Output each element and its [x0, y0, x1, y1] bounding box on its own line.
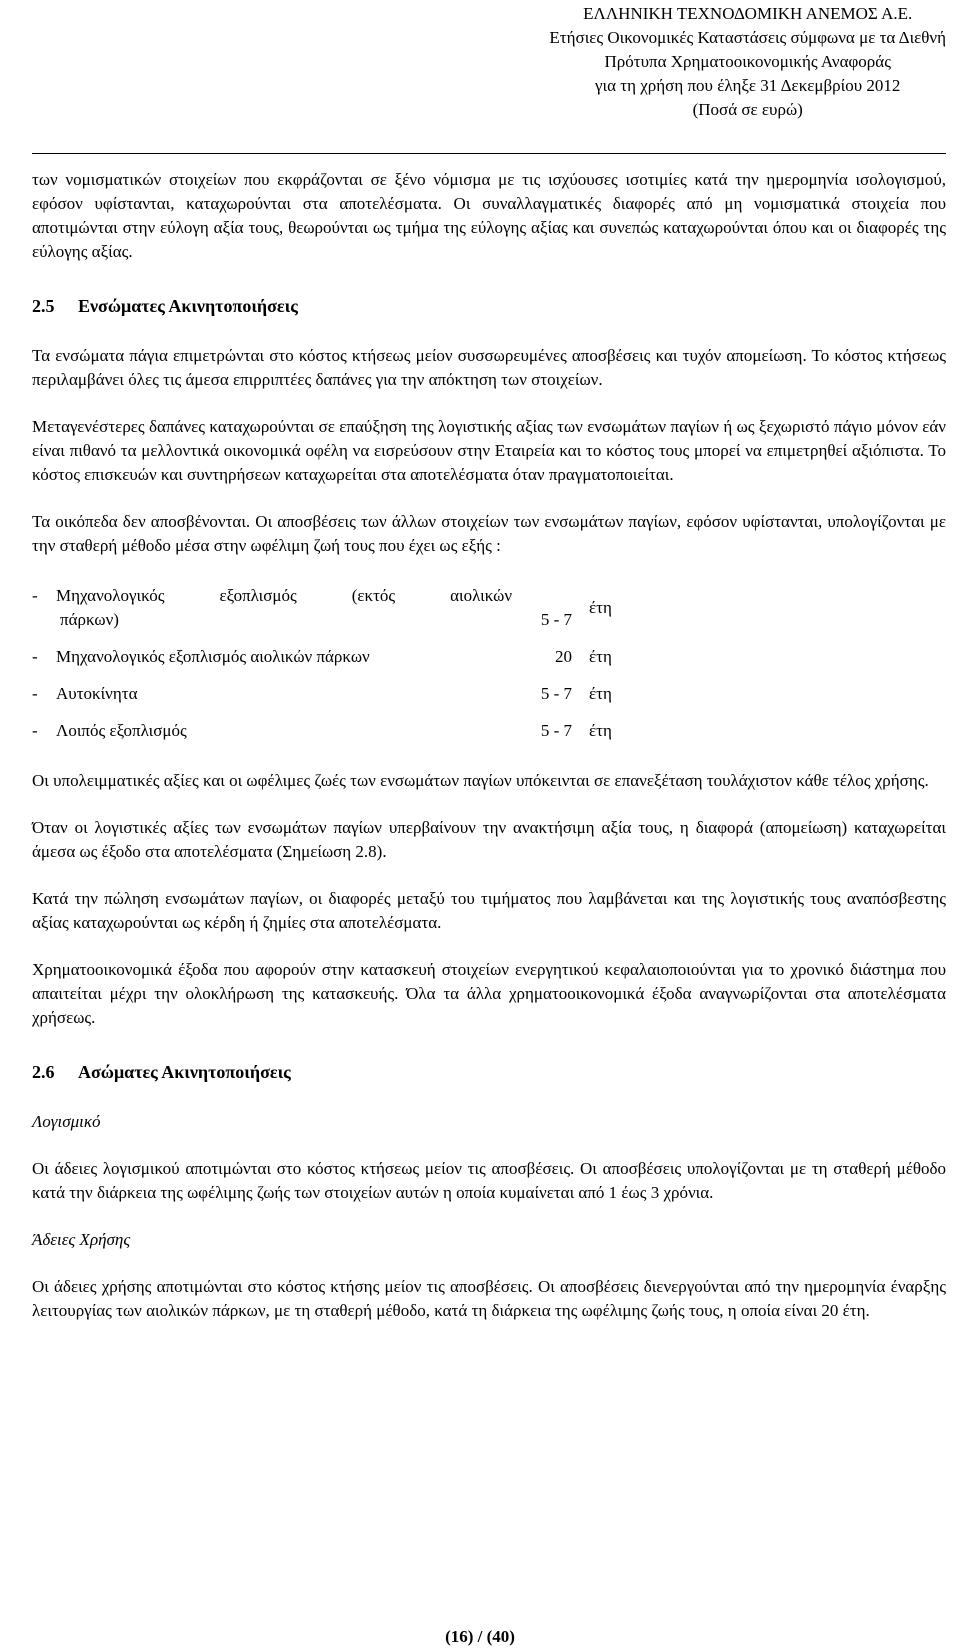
list-item: [32, 719, 946, 743]
header-currency-note: (Ποσά σε ευρώ): [692, 100, 803, 119]
paragraph-software: Οι άδειες λογισμικού αποτιμώνται στο κόστος κτήσεως μείον τις αποσβέσεις. Οι αποσβέσεις υπολογίζονται με τη σταθερή μέθοδο κατά την διάρκεια της ωφέλιμης ζωής των στοιχείων αυτών η οποία κυμαίνεται από 1 έως 3 χρόνια.: [32, 1159, 946, 1202]
page-header: [549, 2, 946, 122]
asset-category: Αυτοκίνητα: [56, 684, 138, 703]
section-title: Ασώματες Ακινητοποιήσεις: [78, 1062, 291, 1082]
subheading-software: Λογισμικό: [32, 1112, 101, 1131]
useful-life-range: 20: [555, 647, 572, 666]
asset-category: Μηχανολογικός εξοπλισμός αιολικών πάρκων: [56, 647, 370, 666]
section-heading-2-6: [32, 1060, 946, 1084]
asset-category: Λοιπός εξοπλισμός: [56, 721, 187, 740]
useful-life-unit: έτη: [589, 647, 612, 666]
paragraph-2-5-5: Όταν οι λογιστικές αξίες των ενσωμάτων παγίων υπερβαίνουν την ανακτήσιμη αξία τους, η διαφορά (απομείωση) καταχωρείται άμεσα ως έξοδο στα αποτελέσματα (Σημείωση 2.8).: [32, 818, 946, 861]
list-item: [32, 682, 946, 706]
paragraph-2-5-7: Χρηματοοικονομικά έξοδα που αφορούν στην κατασκευή στοιχείων ενεργητικού κεφαλαιοποιούνται για το χρονικό διάστημα που απαιτείται μέχρι την ολοκλήρωση της κατασκευής. Όλα τα άλλα χρηματοοικονομικά έξοδα αναγνωρίζονται στα αποτελέσματα χρήσεως.: [32, 960, 946, 1027]
asset-category: Μηχανολογικός εξοπλισμός (εκτός αιολικών πάρκων): [56, 586, 512, 629]
section-number: 2.5: [32, 296, 55, 316]
useful-life-unit: έτη: [589, 721, 612, 740]
useful-life-unit: έτη: [589, 684, 612, 703]
header-line-2: Ετήσιες Οικονομικές Καταστάσεις σύμφωνα με τα Διεθνή: [549, 28, 946, 47]
paragraph-2-5-3: Τα οικόπεδα δεν αποσβένονται. Οι αποσβέσεις των άλλων στοιχείων των ενσωμάτων παγίων, εφόσον υφίστανται, υπολογίζονται με την σταθερή μέθοδο μέσα στην ωφέλιμη ζωή τους που έχει ως εξής :: [32, 512, 946, 555]
page-body: [32, 168, 946, 1323]
list-dash: -: [32, 721, 38, 740]
list-dash: -: [32, 586, 38, 605]
header-divider: [32, 153, 946, 154]
useful-lives-list: [32, 584, 946, 743]
useful-life-unit: έτη: [589, 598, 612, 617]
section-number: 2.6: [32, 1062, 55, 1082]
subheading-licenses: Άδειες Χρήσης: [32, 1230, 131, 1249]
paragraph-licenses: Οι άδειες χρήσης αποτιμώνται στο κόστος κτήσης μείον τις αποσβέσεις. Οι αποσβέσεις διενεργούνται από την ημερομηνία έναρξης λειτουργίας των αιολικών πάρκων, με τη σταθερή μέθοδο, κατά τη διάρκεια της ωφέλιμης ζωής τους, η οποία είναι 20 έτη.: [32, 1277, 946, 1320]
company-name: ΕΛΛΗΝΙΚΗ ΤΕΧΝΟΔΟΜΙΚΗ ΑΝΕΜΟΣ Α.Ε.: [583, 4, 913, 23]
paragraph-2-5-1: Τα ενσώματα πάγια επιμετρώνται στο κόστος κτήσεως μείον συσσωρευμένες αποσβέσεις και τυχόν απομείωση. Το κόστος κτήσεως περιλαμβάνει όλες τις άμεσα επιρριπτέες δαπάνες για την απόκτηση των στοιχείων.: [32, 346, 946, 389]
list-item: [32, 584, 946, 632]
header-line-4: για τη χρήση που έληξε 31 Δεκεμβρίου 2012: [595, 76, 901, 95]
section-title: Ενσώματες Ακινητοποιήσεις: [78, 296, 298, 316]
section-heading-2-5: [32, 294, 946, 318]
intro-paragraph: των νομισματικών στοιχείων που εκφράζονται σε ξένο νόμισμα με τις ισχύουσες ισοτιμίες κατά την ημερομηνία ισολογισμού, εφόσον υφίστανται, καταχωρούνται στα αποτελέσματα. Οι συναλλαγματικές διαφορές από μη νομισματικά στοιχεία που αποτιμώνται στην εύλογη αξία τους, θεωρούνται ως τμήμα της εύλογης αξίας και συνεπώς καταχωρούνται όπου και οι διαφορές της εύλογης αξίας.: [32, 170, 946, 261]
list-dash: -: [32, 647, 38, 666]
paragraph-2-5-6: Κατά την πώληση ενσωμάτων παγίων, οι διαφορές μεταξύ του τιμήματος που λαμβάνεται και της λογιστικής τους αναπόσβεστης αξίας καταχωρούνται ως κέρδη ή ζημίες στα αποτελέσματα.: [32, 889, 946, 932]
useful-life-range: 5 - 7: [540, 684, 572, 703]
paragraph-2-5-2: Μεταγενέστερες δαπάνες καταχωρούνται σε επαύξηση της λογιστικής αξίας των ενσωμάτων παγίων ή ως ξεχωριστό πάγιο μόνον εάν είναι πιθανό τα μελλοντικά οικονομικά οφέλη να εισρεύσουν στην Εταιρεία και το κόστος τους μπορεί να επιμετρηθεί αξιόπιστα. Το κόστος επισκευών και συντηρήσεων καταχωρείται στα αποτελέσματα όταν πραγματοποιείται.: [32, 417, 946, 484]
header-line-3: Πρότυπα Χρηματοοικονομικής Αναφοράς: [604, 52, 891, 71]
useful-life-range: 5 - 7: [540, 721, 572, 740]
list-dash: -: [32, 684, 38, 703]
paragraph-2-5-4: Οι υπολειμματικές αξίες και οι ωφέλιμες ζωές των ενσωμάτων παγίων υπόκεινται σε επανεξέταση τουλάχιστον κάθε τέλος χρήσης.: [32, 771, 929, 790]
useful-life-range: 5 - 7: [540, 610, 572, 629]
list-item: [32, 645, 946, 669]
page-number: (16) / (40): [445, 1627, 515, 1646]
